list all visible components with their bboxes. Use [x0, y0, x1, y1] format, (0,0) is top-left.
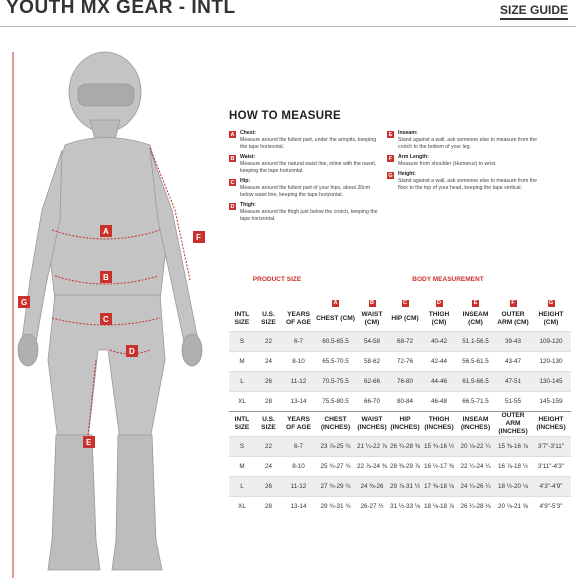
column-header: INSEAM (INCHES) [456, 412, 495, 437]
table-cell: 29 ¾-31 ¾ [315, 497, 356, 517]
table-cell: 17 ⅜-18 ⅛ [422, 477, 456, 497]
group-product-size: PRODUCT SIZE [252, 276, 302, 283]
measure-badge: D [230, 203, 235, 210]
table-cell: 26 ¼-28 ⅛ [456, 497, 495, 517]
table-cell: 66.5-71.5 [456, 392, 495, 412]
table-cell: XL [229, 497, 255, 517]
page-title: YOUTH MX GEAR - INTL [6, 0, 236, 18]
table-cell: 61.5-66.5 [456, 372, 495, 392]
column-header: OUTER ARM (INCHES) [495, 412, 531, 437]
table-cell: 23 ⅞-25 ¾ [315, 437, 356, 457]
badge-cell [456, 298, 495, 307]
column-header: WAIST (CM) [361, 311, 383, 326]
table-cell: 28 [255, 392, 282, 412]
header-divider [0, 26, 576, 27]
measure-text: Stand against a wall, ask someone else to measure from the floor to the top of your head, keeping the tape vertical. [398, 178, 537, 191]
measure-name: Inseam: [398, 130, 418, 136]
table-cell: 130-145 [531, 372, 571, 392]
measure-badge: F [388, 155, 393, 162]
header-row [229, 412, 571, 437]
column-header: YEARS OF AGE [285, 311, 312, 326]
measure-name: Arm Length: [398, 154, 429, 160]
table-cell: 24 [255, 352, 282, 372]
label-d-text: D [129, 347, 135, 356]
table-cell: 24 [255, 457, 282, 477]
table-row [229, 497, 571, 517]
measure-name: Waist: [240, 154, 256, 160]
column-header: THIGH (CM) [428, 311, 450, 326]
label-f-text: F [196, 233, 201, 242]
label-e-text: E [86, 438, 92, 447]
table-cell: 56.5-61.5 [456, 352, 495, 372]
measure-badge: E [388, 131, 393, 138]
table-row [229, 437, 571, 457]
table-cell: 15 ¾-16 ½ [422, 437, 456, 457]
table-row [229, 372, 571, 392]
table-cell: 60.5-65.5 [315, 332, 356, 352]
size-guide-label: SIZE GUIDE [500, 3, 568, 20]
table-cell: 6-7 [282, 437, 315, 457]
measure-text: Measure around the fullest part, under the armpits, keeping the tape horizontal. [240, 137, 377, 150]
column-header: HIP (CM) [391, 315, 419, 322]
column-header: INTL SIZE [234, 311, 250, 326]
table-cell: 54-58 [356, 332, 388, 352]
rider-silhouette [18, 52, 202, 570]
table-cell: 6-7 [282, 332, 315, 352]
measure-name: Height: [398, 171, 416, 177]
table-cell: 22 [255, 437, 282, 457]
table-cell: 120-130 [531, 352, 571, 372]
table-cell: 109-120 [531, 332, 571, 352]
table-cell: 11-12 [282, 372, 315, 392]
column-header: HIP (INCHES) [388, 412, 422, 437]
table-cell: 4'3"-4'9" [531, 477, 571, 497]
table-cell: M [229, 457, 255, 477]
table-cell: 22 [255, 332, 282, 352]
table-cell: 29 ⅞-31 ½ [388, 477, 422, 497]
table-cell: 68-72 [388, 332, 422, 352]
table-row [229, 352, 571, 372]
table-cell: 31 ½-33 ⅛ [388, 497, 422, 517]
table-cell: 51-55 [495, 392, 531, 412]
badge-cell [282, 298, 315, 307]
table-cell: M [229, 352, 255, 372]
measure-item-arm [387, 154, 537, 168]
badge-cell [495, 298, 531, 307]
table-cell: 13-14 [282, 392, 315, 412]
table-cell: 76-80 [388, 372, 422, 392]
table-cell: 65.5-70.5 [315, 352, 356, 372]
column-header: HEIGHT (CM) [538, 311, 564, 326]
column-header: THIGH (INCHES) [422, 412, 456, 437]
measure-text: Measure around the natural waist line, inline with the navel, keeping the tape horizontal. [240, 161, 377, 174]
table-row [229, 392, 571, 412]
table-cell: 4'9"-5'3" [531, 497, 571, 517]
table-cell: 3'11"-4'3" [531, 457, 571, 477]
measure-item-waist [229, 154, 379, 175]
table-cell: S [229, 437, 255, 457]
badge-row [229, 298, 571, 307]
table-cell: 8-10 [282, 352, 315, 372]
badge-cell [531, 298, 571, 307]
table-cell: 75.5-80.5 [315, 392, 356, 412]
table-cell: 21 ¼-22 ⅞ [356, 437, 388, 457]
measure-badge: G [388, 172, 393, 179]
table-cell: L [229, 477, 255, 497]
measure-badge: B [230, 155, 235, 162]
table-cell: 16 ½-17 ⅜ [422, 457, 456, 477]
table-cell: 72-76 [388, 352, 422, 372]
badge-cell [356, 298, 388, 307]
column-header: CHEST (CM) [316, 315, 355, 322]
column-badge: B [370, 299, 374, 306]
table-row [229, 477, 571, 497]
table-cell: 20 ⅛-22 ¼ [456, 437, 495, 457]
table-cell: 43-47 [495, 352, 531, 372]
measure-badge: A [230, 131, 235, 138]
table-cell: 26 [255, 372, 282, 392]
table-cell: XL [229, 392, 255, 412]
header-row [229, 307, 571, 332]
label-c-text: C [103, 315, 109, 324]
badge-cell [229, 298, 255, 307]
rider-figure [0, 40, 225, 584]
label-b-text: B [103, 273, 109, 282]
table-cell: L [229, 372, 255, 392]
measure-name: Chest: [240, 130, 257, 136]
table-row [229, 332, 571, 352]
column-header: HEIGHT (INCHES) [531, 412, 571, 437]
measure-badge: C [230, 179, 235, 186]
table-cell: 15 ⅜-16 ⅞ [495, 437, 531, 457]
column-badge: F [511, 299, 515, 306]
badge-cell [255, 298, 282, 307]
measure-name: Hip: [240, 178, 251, 184]
table-cell: 18 ½-20 ⅛ [495, 477, 531, 497]
size-chart [229, 298, 571, 516]
table-cell: 51.1-56.5 [456, 332, 495, 352]
table-cell: 47-51 [495, 372, 531, 392]
measure-item-hip [229, 178, 379, 199]
table-cell: 40-42 [422, 332, 456, 352]
table-cell: 62-66 [356, 372, 388, 392]
measure-item-thigh [229, 202, 379, 223]
table-cell: 16 ⅞-18 ½ [495, 457, 531, 477]
measure-text: Measure around the fullest part of your hips, about 20cm below waist line, keeping the tape horizontal. [240, 185, 371, 198]
table-cell: 26-27 ½ [356, 497, 388, 517]
table-cell: 24 ¼-26 ¼ [456, 477, 495, 497]
table-group-headers [229, 276, 571, 298]
table-cell: 20 ⅛-21 ⅝ [495, 497, 531, 517]
measure-item-chest [229, 130, 379, 151]
label-a-text: A [103, 227, 109, 236]
measure-item-height [387, 171, 537, 192]
table-cell: 42-44 [422, 352, 456, 372]
how-to-measure-title: HOW TO MEASURE [229, 110, 341, 122]
table-cell: 26 [255, 477, 282, 497]
table-cell: 18 ⅛-18 ⅞ [422, 497, 456, 517]
table-cell: 27 ¾-29 ¾ [315, 477, 356, 497]
how-to-measure [229, 110, 569, 226]
measure-col-right [387, 130, 537, 226]
measure-col-left [229, 130, 379, 226]
measure-text: Measure from shoulder (Humerus) to wrist. [398, 161, 497, 167]
table-cell: 44-46 [422, 372, 456, 392]
table-cell: 39-43 [495, 332, 531, 352]
column-header: CHEST (INCHES) [315, 412, 356, 437]
table-cell: 11-12 [282, 477, 315, 497]
table-cell: 28 [255, 497, 282, 517]
column-header: INSEAM (CM) [462, 311, 489, 326]
table-row [229, 457, 571, 477]
table-cell: 28 ⅜-29 ⅞ [388, 457, 422, 477]
badge-cell [388, 298, 422, 307]
column-header: U.S. SIZE [261, 311, 276, 326]
column-header: U.S. SIZE [255, 412, 282, 437]
table-cell: 80-84 [388, 392, 422, 412]
table-cell: 22 ¼-24 ¼ [456, 457, 495, 477]
measure-item-inseam [387, 130, 537, 151]
table-cell: 25 ¾-27 ¾ [315, 457, 356, 477]
column-badge: E [473, 299, 478, 306]
table-cell: S [229, 332, 255, 352]
badge-cell [422, 298, 456, 307]
column-badge: A [333, 299, 338, 306]
table-cell: 66-70 [356, 392, 388, 412]
table-cell: 13-14 [282, 497, 315, 517]
badge-cell [315, 298, 356, 307]
column-header: YEARS OF AGE [282, 412, 315, 437]
table-cell: 26 ¾-28 ⅜ [388, 437, 422, 457]
table-cell: 8-10 [282, 457, 315, 477]
table-cell: 70.5-75.5 [315, 372, 356, 392]
column-header: OUTER ARM (CM) [497, 311, 529, 326]
table-cell: 24 ⅜-26 [356, 477, 388, 497]
group-body-measurement: BODY MEASUREMENT [412, 276, 484, 283]
column-header: WAIST (INCHES) [356, 412, 388, 437]
label-g-text: G [21, 298, 28, 307]
measure-name: Thigh: [240, 202, 256, 208]
table-cell: 3'7"-3'11" [531, 437, 571, 457]
table-cell: 145-159 [531, 392, 571, 412]
column-badge: G [548, 299, 554, 306]
measure-text: Measure around the thigh just below the crotch, keeping the tape horizontal. [240, 209, 378, 222]
column-badge: C [403, 299, 407, 306]
column-header: INTL SIZE [229, 412, 255, 437]
table-cell: 58-62 [356, 352, 388, 372]
size-table [229, 276, 571, 516]
table-cell: 22 ⅞-24 ⅜ [356, 457, 388, 477]
table-cell: 46-48 [422, 392, 456, 412]
measure-text: Stand against a wall, ask someone else to measure from the crotch to the bottom of your leg. [398, 137, 537, 150]
column-badge: D [437, 299, 441, 306]
